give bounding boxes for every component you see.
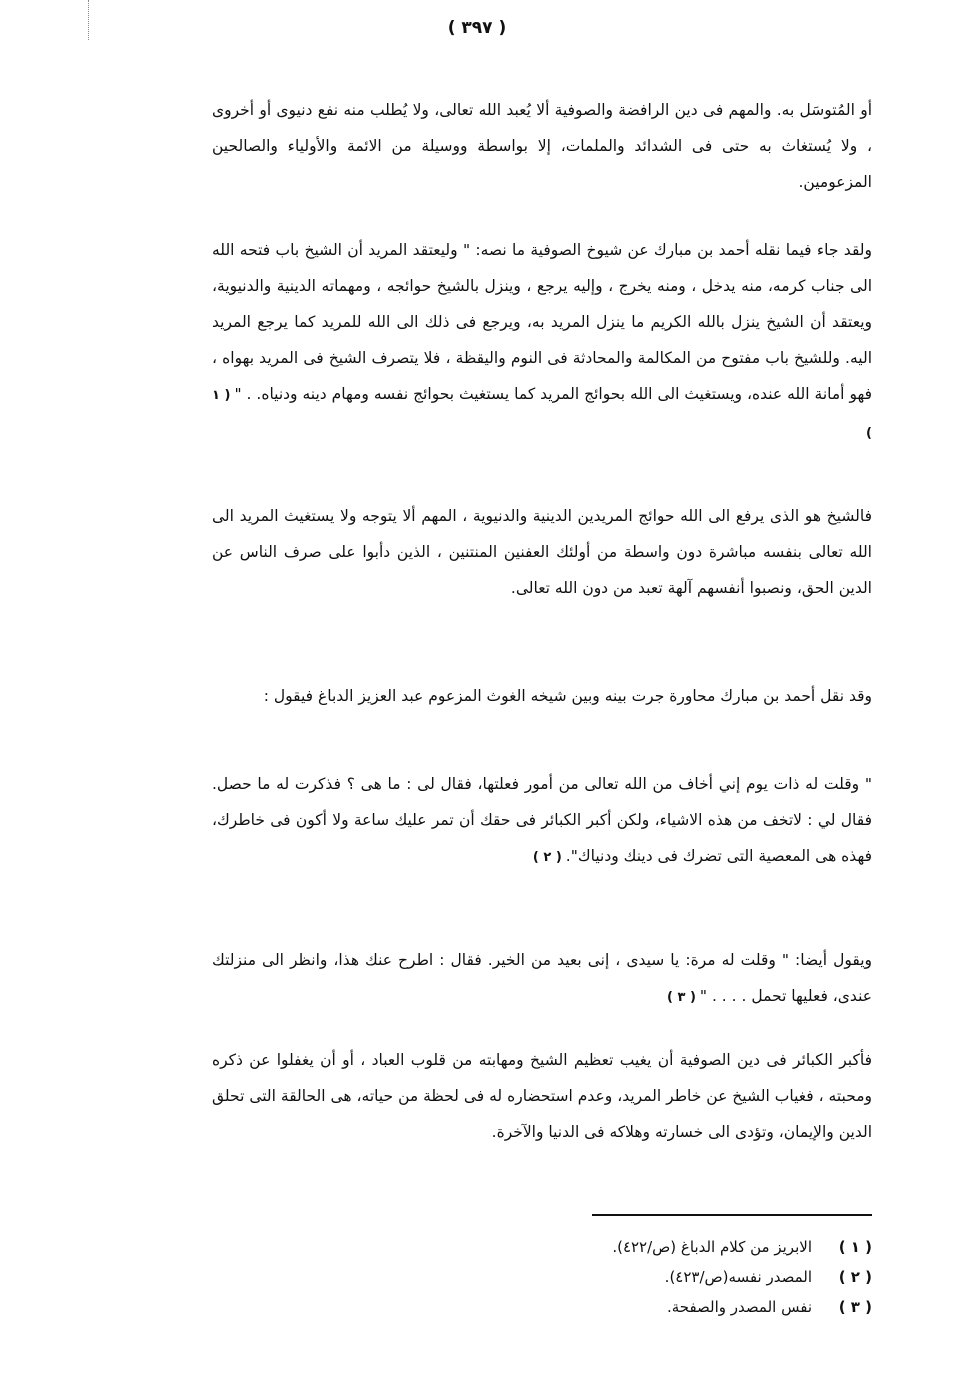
paragraph-1 <box>212 92 872 200</box>
paragraph-4 <box>212 678 872 714</box>
footnote-ref-1: ( ١ ) <box>212 388 872 441</box>
paragraph-6 <box>212 942 872 1016</box>
footnote-ref-2: ( ٢ ) <box>532 850 562 865</box>
paragraph-7 <box>212 1042 872 1150</box>
paragraph-1-text: أو المُتوسَل به. والمهم فى دين الرافضة والصوفية ألا يُعبد الله تعالى، ولا يُطلب منه نفع دنيوى أو أخروى ، ولا يُستغاث به حتى فى الشدائد والملمات، إلا بواسطة ووسيلة من الائمة والأولياء والصالحين المزعومين. <box>212 101 872 191</box>
paragraph-5-text: " وقلت له ذات يوم إني أخاف من الله تعالى من أمور فعلتها، فقال لى : ما هى ؟ فذكرت له ما حصل. فقال لي : لاتخف من هذه الاشياء، ولكن أكبر الكبائر فى حقك أن تمر عليك ساعة ولا أكون فى خاطرك، فهذه هى المعصية التى تضرك فى دينك ودنياك". <box>212 775 872 865</box>
footnote-text: الابريز من كلام الدباغ (ص/٤٢٢). <box>612 1238 812 1256</box>
footnote-number: ( ٢ ) <box>838 1268 872 1286</box>
paragraph-7-text: فأكبر الكبائر فى دين الصوفية أن يغيب تعظيم الشيخ ومهابته من قلوب العباد ، أو أن يغفلوا عن ذكره ومحبته ، فغياب الشيخ عن خاطر المريد، وعدم استحضاره له فى لحظة من حياته، هى الحالقة التى تحلق الدين والإيمان، وتؤدى الى خسارته وهلاكه فى الدنيا والآخرة. <box>212 1051 872 1141</box>
paragraph-4-text: وقد نقل أحمد بن مبارك محاورة جرت بينه وبين شيخه الغوث المزعوم عبد العزيز الدباغ فيقول : <box>263 687 872 705</box>
page-number: ( ٣٩٧ ) <box>447 18 507 38</box>
paragraph-3 <box>212 498 872 606</box>
footnote-divider <box>592 1214 872 1216</box>
footnote-text: نفس المصدر والصفحة. <box>666 1298 812 1316</box>
paragraph-6-text: ويقول أيضا: " وقلت له مرة: يا سيدى ، إنى بعيد من الخير. فقال : اطرح عنك هذا، وانظر الى منزلتك عندى، فعليها تحمل . . . . " <box>212 951 872 1005</box>
footnotes <box>400 1238 872 1328</box>
footnote-number: ( ٣ ) <box>838 1298 872 1316</box>
footnote-1 <box>400 1238 872 1268</box>
footnote-number: ( ١ ) <box>838 1238 872 1256</box>
footnote-ref-3: ( ٣ ) <box>667 990 696 1005</box>
paragraph-3-text: فالشيخ هو الذى يرفع الى الله حوائج المريدين الدينية والدنيوية ، المهم ألا يتوجه ولا يستغيث المريد الى الله تعالى بنفسه مباشرة دون واسطة من أولئك العفنين المنتنين ، الذين دأبوا على صرف الناس عن الدين الحق، ونصبوا أنفسهم آلهة تعبد من دون الله تعالى. <box>212 507 872 597</box>
paragraph-5 <box>212 766 872 876</box>
footnote-text: المصدر نفسه(ص/٤٢٣). <box>664 1268 812 1286</box>
paragraph-2-text: ولقد جاء فيما نقله أحمد بن مبارك عن شيوخ الصوفية ما نصه: " وليعتقد المريد أن الشيخ باب فتحه الله الى جناب كرمه، منه يدخل ، ومنه يخرج ، وإليه يرجع ، وينزل بالشيخ حوائجه ، ومهماته الدينية والدنيوية، ويعتقد أن الشيخ ينزل بالله الكريم ما ينزل المريد به، ويرجع فى ذلك الى الله للمريد كما يرجع المريد اليه. وللشيخ باب مفتوح من المكالمة والمحادثة فى النوم واليقظة ، فلا يتصرف الشيخ فى المريد بهواه ، فهو أمانة الله عنده، ويستغيث الى الله بحوائج المريد كما يستغيث بحوائج نفسه ومهام دينه ودنياه. . " <box>212 241 872 403</box>
paragraph-2 <box>212 232 872 452</box>
footnote-3 <box>400 1298 872 1328</box>
footnote-2 <box>400 1268 872 1298</box>
